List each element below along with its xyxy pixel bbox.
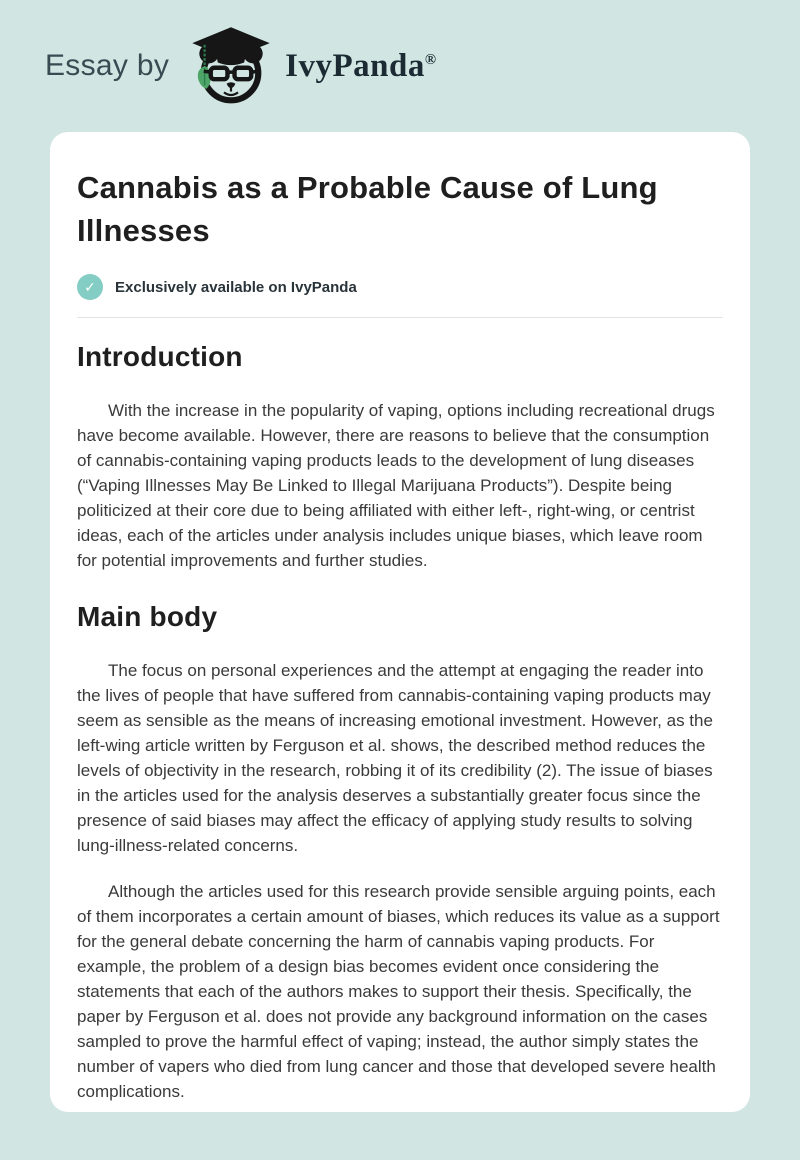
- exclusive-badge-label: Exclusively available on IvyPanda: [115, 278, 357, 296]
- panda-graduate-icon: [183, 22, 279, 110]
- section-introduction: [77, 341, 723, 573]
- brand-logo-link[interactable]: [183, 22, 436, 110]
- essay-by-label: Essay by: [45, 49, 170, 82]
- paragraph-intro-1: With the increase in the popularity of vaping, options including recreational drugs have become available. However, there are reasons to believe that the consumption of cannabis-containing vaping products leads to the development of lung diseases (“Vaping Illnesses May Be Linked to Illegal Marijuana Products”). Despite being politicized at their core due to being affiliated with either left-, right-wing, or centrist ideas, each of the articles under analysis includes unique biases, which leave room for potential improvements and further studies.: [77, 401, 715, 570]
- page-header: [0, 0, 800, 132]
- section-heading-main-body: Main body: [77, 601, 218, 632]
- paragraph-main-1: The focus on personal experiences and the attempt at engaging the reader into the lives of people that have suffered from cannabis-containing vaping products may seem as sensible as the means of increasing emotional investment. However, as the left-wing article written by Ferguson et al. shows, the described method reduces the levels of objectivity in the research, robbing it of its credibility (2). The issue of biases in the articles used for the analysis deserves a substantially greater focus since the presence of said biases may affect the efficacy of applying study results to solving lung-illness-related concerns.: [77, 661, 713, 855]
- essay-title: Cannabis as a Probable Cause of Lung Illnesses: [77, 170, 658, 248]
- divider: [77, 317, 723, 318]
- essay-card: [50, 132, 750, 1112]
- exclusive-badge: [77, 274, 723, 300]
- paragraph-main-2: Although the articles used for this research provide sensible arguing points, each of them incorporates a certain amount of biases, which reduces its value as a support for the general debate concerning the harm of cannabis vaping products. For example, the problem of a design bias becomes evident once considering the statements that each of the authors makes to support their thesis. Specifically, the paper by Ferguson et al. does not provide any background information on the cases sampled to prove the harmful effect of vaping; instead, the author simply states the number of vapers who died from lung cancer and those that developed severe health complications.: [77, 882, 720, 1101]
- section-heading-introduction: Introduction: [77, 341, 243, 372]
- section-main-body: [77, 601, 723, 1104]
- brand-name: IvyPanda®: [285, 47, 437, 84]
- registered-mark: ®: [424, 51, 437, 68]
- check-icon: ✓: [77, 274, 103, 300]
